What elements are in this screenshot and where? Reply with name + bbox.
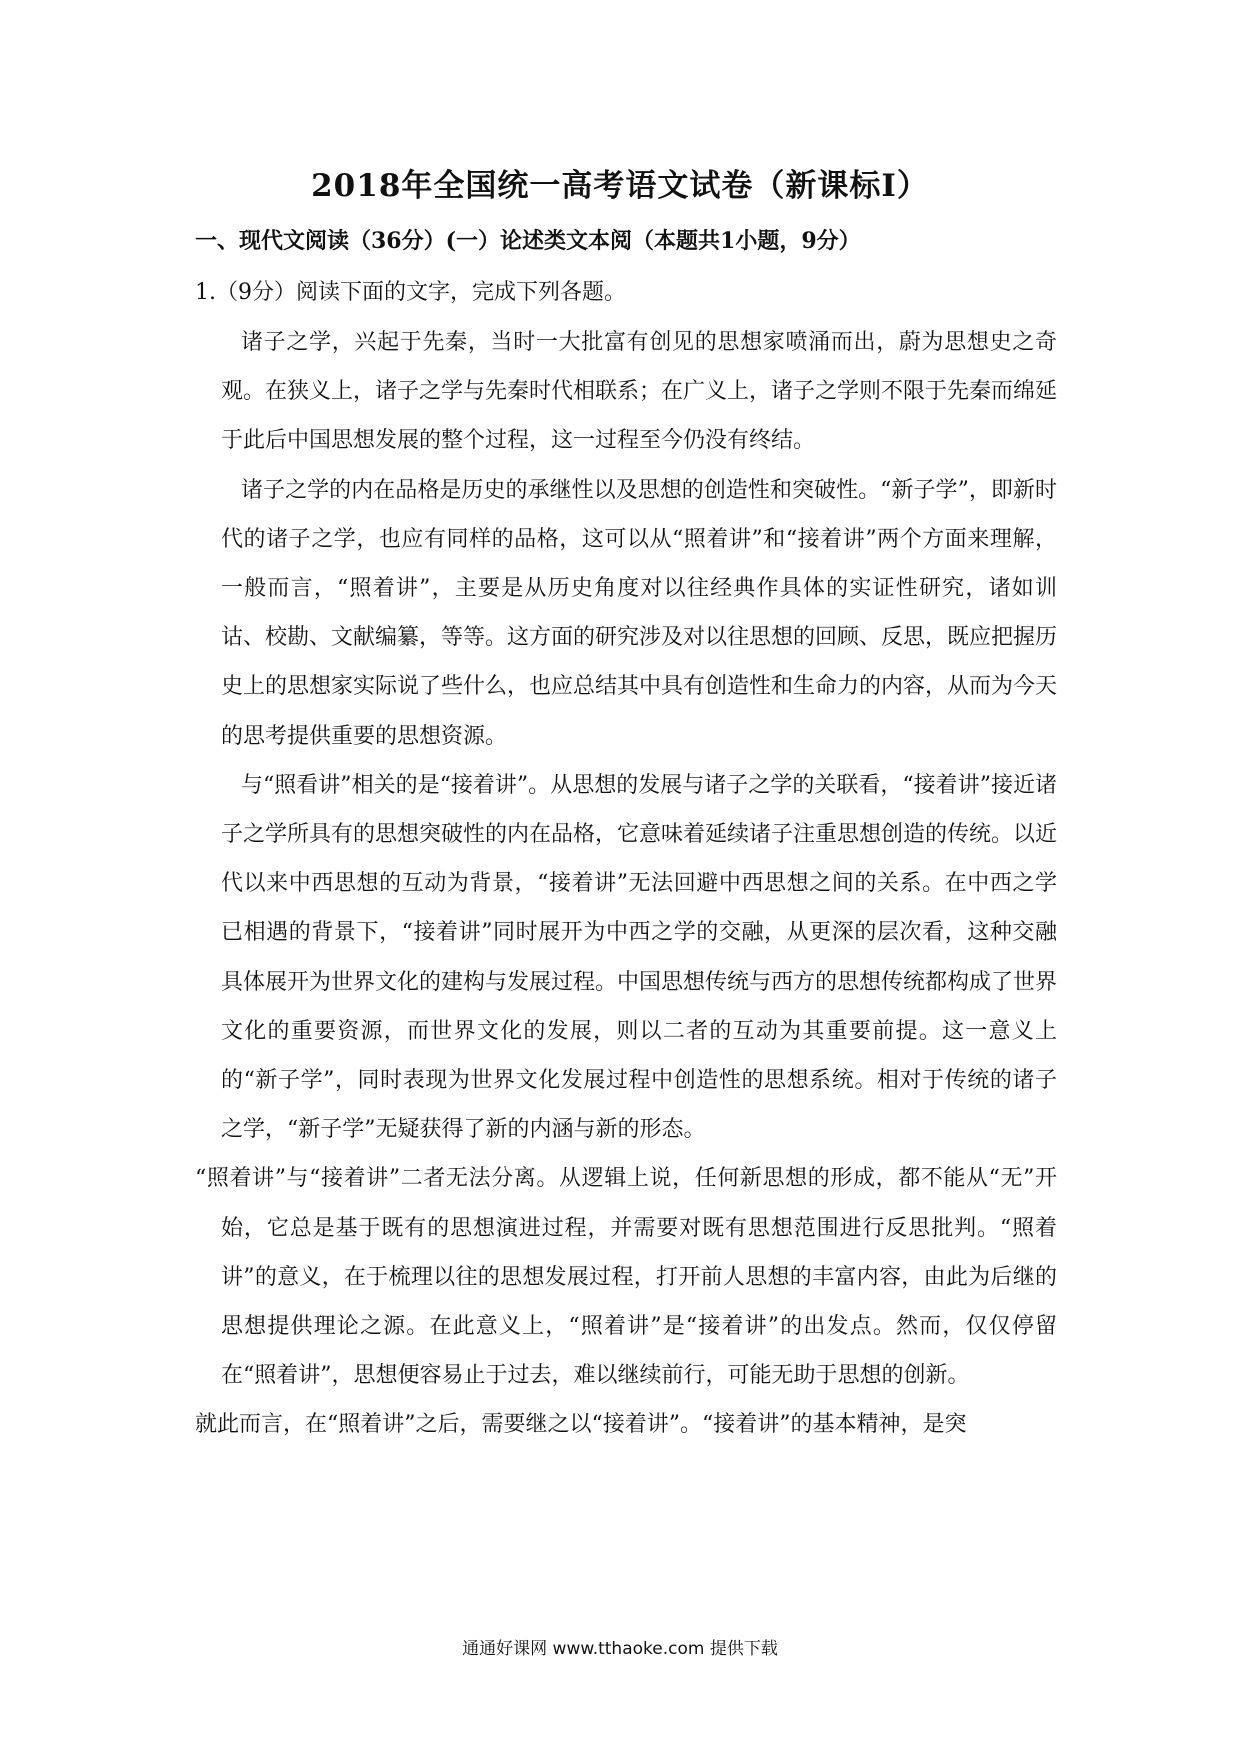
page-footer: 通通好课网 www.tthaoke.com 提供下载 [462,1639,778,1659]
paragraph-5: 就此而言，在“照着讲”之后，需要继之以“接着讲”。“接着讲”的基本精神，是突 [195,1412,967,1438]
passage-body [195,318,1057,1450]
paragraph-3: 与“照看讲”相关的是“接着讲”。从思想的发展与诸子之学的关联看，“接着讲”接近诸子之学所具有的思想突破性的内在品格，它意味着延续诸子注重思想创造的传统。以近代以来中西思想的互动为背景，“接着讲”无法回避中西思想之间的关系。在中西之学已相遇的背景下，“接着讲”同时展开为中西之学的交融，从更深的层次看，这种交融具体展开为世界文化的建构与发展过程。中国思想传统与西方的思想传统都构成了世界文化的重要资源，而世界文化的发展，则以二者的互动为其重要前提。这一意义上的“新子学”，同时表现为世界文化发展过程中创造性的思想系统。相对于传统的诸子之学，“新子学”无疑获得了新的内涵与新的形态。 [221,772,1058,1143]
paragraph-2: 诸子之学的内在品格是历史的承继性以及思想的创造性和突破性。“新子学”，即新时代的诸子之学，也应有同样的品格，这可以从“照着讲”和“接着讲”两个方面来理解，一般而言，“照着讲”，主要是从历史角度对以往经典作具体的实证性研究，诸如训诂、校勘、文献编纂，等等。这方面的研究涉及对以往思想的回顾、反思，既应把握历史上的思想家实际说了些什么，也应总结其中具有创造性和生命力的内容，从而为今天的思考提供重要的思想资源。 [221,477,1058,749]
question-intro: 1.（9分）阅读下面的文字，完成下列各题。 [195,280,626,305]
paragraph-1: 诸子之学，兴起于先秦，当时一大批富有创见的思想家喷涌而出，蔚为思想史之奇观。在狭义上，诸子之学与先秦时代相联系；在广义上，诸子之学则不限于先秦而绵延于此后中国思想发展的整个过程，这一过程至今仍没有终结。 [221,330,1058,454]
paragraph-4: “照着讲”与“接着讲”二者无法分离。从逻辑上说，任何新思想的形成，都不能从“无”开始，它总是基于既有的思想演进过程，并需要对既有思想范围进行反思批判。“照着讲”的意义，在于梳理以往的思想发展过程，打开前人思想的丰富内容，由此为后继的思想提供理论之源。在此意义上，“照着讲”是“接着讲”的出发点。然而，仅仅停留在“照着讲”，思想便容易止于过去，难以继续前行，可能无助于思想的创新。 [195,1166,1057,1389]
section-heading: 一、现代文阅读（36分）(一）论述类文本阅（本题共1小题，9分） [195,228,861,254]
page-title: 2018年全国统一高考语文试卷（新课标Ⅰ） [311,168,929,204]
